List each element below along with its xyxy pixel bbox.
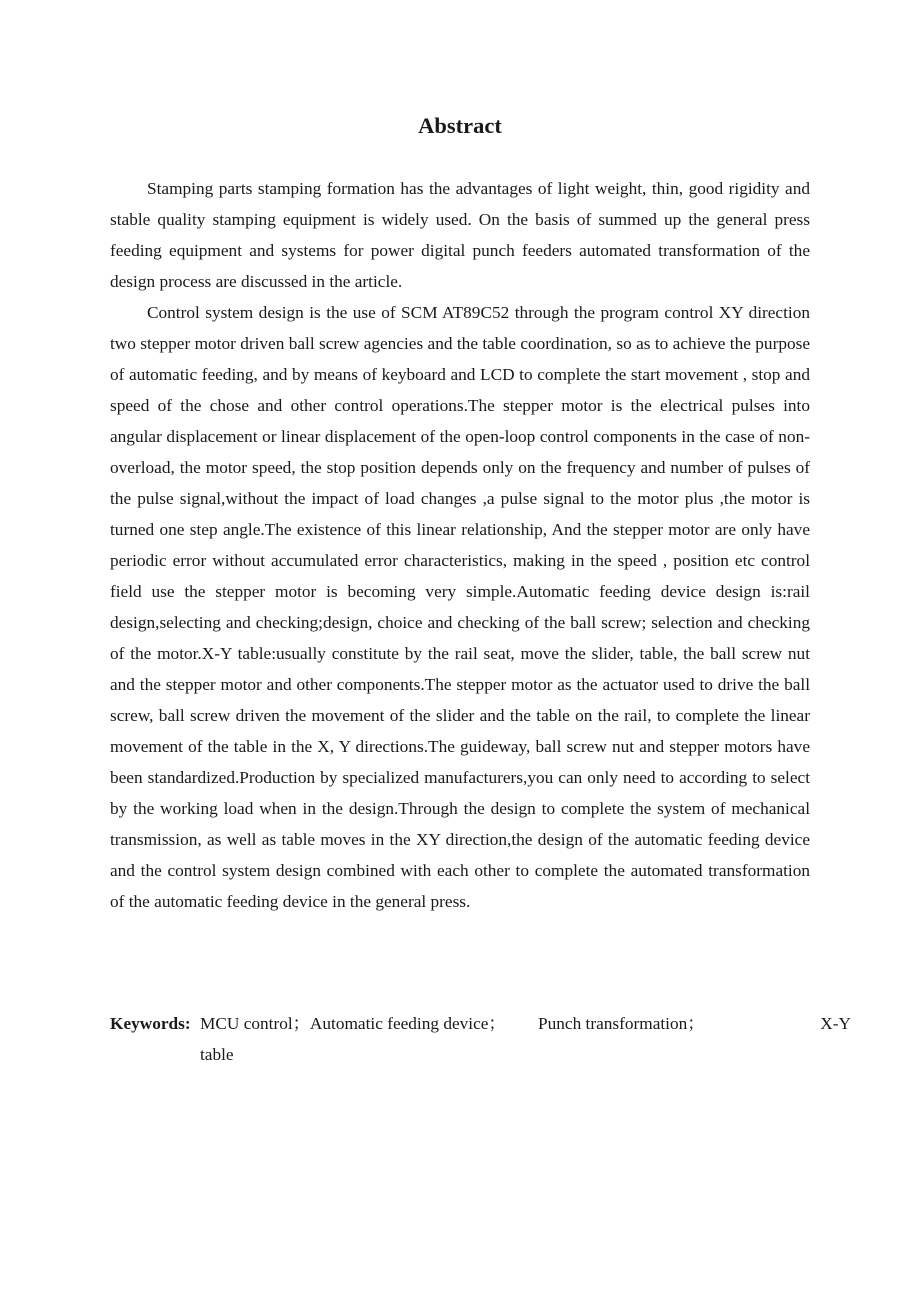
keyword-xy: X-Y xyxy=(820,1014,851,1033)
abstract-title: Abstract xyxy=(418,113,502,138)
keywords-label: Keywords: xyxy=(110,1014,191,1033)
abstract-paragraph-2: Control system design is the use of SCM AT89C52 through the program control XY direction two stepper motor driven ball screw agencies and the table coordination, so as to achieve the purpose of automatic feeding, and by means of keyboard and LCD to complete the start movement , stop and speed of the chose and other control operations.The stepper motor is the electrical pulses into angular displacement or linear displacement of the open-loop control components in the case of non-overload, the motor speed, the stop position depends only on the frequency and number of pulses of the pulse signal,without the impact of load changes ,a pulse signal to the motor plus ,the motor is turned one step angle.The existence of this linear relationship, And the stepper motor are only have periodic error without accumulated error characteristics, making in the speed , position etc control field use the stepper motor is becoming very simple.Automatic feeding device design is:rail design,selecting and checking;design, choice and checking of the ball screw; selection and checking of the motor.X-Y table:usually constitute by the rail seat, move the slider, table, the ball screw nut and the stepper motor and other components.The stepper motor as the actuator used to drive the ball screw, ball screw driven the movement of the slider and the table on the rail, to complete the linear movement of the table in the X, Y directions.The guideway, ball screw nut and stepper motors have been standardized.Production by specialized manufacturers,you can only need to according to select by the working load when in the design.Through the design to complete the system of mechanical transmission, as well as table moves in the XY direction,the design of the automatic feeding device and the control system design combined with each other to complete the automated transformation of the automatic feeding device in the general press. xyxy=(110,303,810,911)
keywords-list-line1: MCU control；Automatic feeding device； xyxy=(200,1014,506,1033)
keyword-punch-transformation: Punch transformation； xyxy=(538,1014,705,1033)
abstract-paragraph-1: Stamping parts stamping formation has the advantages of light weight, thin, good rigidity and stable quality stamping equipment is widely used. On the basis of summed up the general press feeding equipment and systems for power digital punch feeders automated transformation of the design process are discussed in the article. xyxy=(110,179,810,291)
keywords-section xyxy=(110,1008,851,1070)
keyword-table: table xyxy=(200,1045,234,1064)
abstract-body xyxy=(110,173,810,917)
